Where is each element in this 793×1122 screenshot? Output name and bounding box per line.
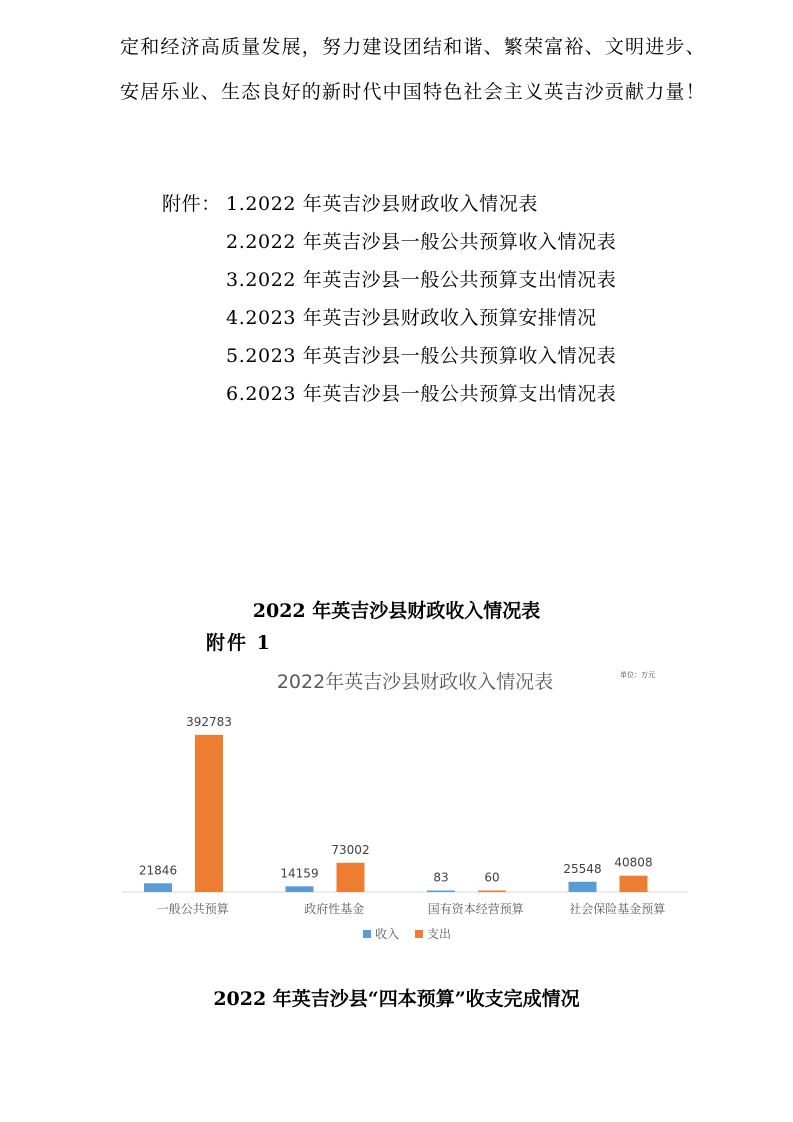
attachment-list [162,185,616,413]
attachment-item: 1.2022 年英吉沙县财政收入情况表 [226,193,538,215]
legend-label: 支出 [427,927,452,941]
category-tick-label: 国有资本经营预算 [427,902,524,916]
attachment-label: 附件 1 [206,632,272,654]
bar-income [569,882,597,892]
attachment-prefix: 附件： [162,193,221,215]
chart-unit-label: 单位：万元 [620,671,655,679]
chart-title: 2022年英吉沙县财政收入情况表 [276,671,554,693]
legend-swatch [415,930,423,938]
section-title: 2022 年英吉沙县财政收入情况表 [252,600,541,622]
bar-expense [337,863,365,892]
data-label: 25548 [563,861,602,876]
legend-swatch [363,930,371,938]
bar-chart [0,655,793,955]
attachment-item: 2.2022 年英吉沙县一般公共预算收入情况表 [226,231,617,253]
data-label: 40808 [614,855,653,870]
attachment-item: 5.2023 年英吉沙县一般公共预算收入情况表 [226,345,617,367]
figure-caption: 2022 年英吉沙县“四本预算”收支完成情况 [213,988,580,1010]
category-tick-label: 一般公共预算 [156,902,229,916]
attachment-item: 4.2023 年英吉沙县财政收入预算安排情况 [226,307,597,329]
bar-income [427,891,455,893]
paragraph-line: 安居乐业、生态良好的新时代中国特色社会主义英吉沙贡献力量！ [120,81,706,103]
data-label: 73002 [331,842,370,857]
paragraph-line: 定和经济高质量发展，努力建设团结和谐、繁荣富裕、文明进步、 [120,36,706,58]
bar-expense [195,735,223,892]
bar-income [144,883,172,892]
bar-income [286,886,314,892]
attachment-item: 6.2023 年英吉沙县一般公共预算支出情况表 [226,383,617,405]
bar-expense [620,876,648,892]
data-label: 83 [433,870,449,885]
data-label: 21846 [138,863,178,878]
category-tick-label: 社会保险基金预算 [569,902,666,916]
bar-expense [478,891,506,893]
data-label: 60 [484,870,500,885]
data-label: 14159 [280,866,319,881]
closing-paragraph [120,30,740,109]
legend-label: 收入 [375,927,400,941]
data-label: 392783 [186,714,232,729]
attachment-item: 3.2022 年英吉沙县一般公共预算支出情况表 [226,269,617,291]
category-tick-label: 政府性基金 [304,902,365,916]
